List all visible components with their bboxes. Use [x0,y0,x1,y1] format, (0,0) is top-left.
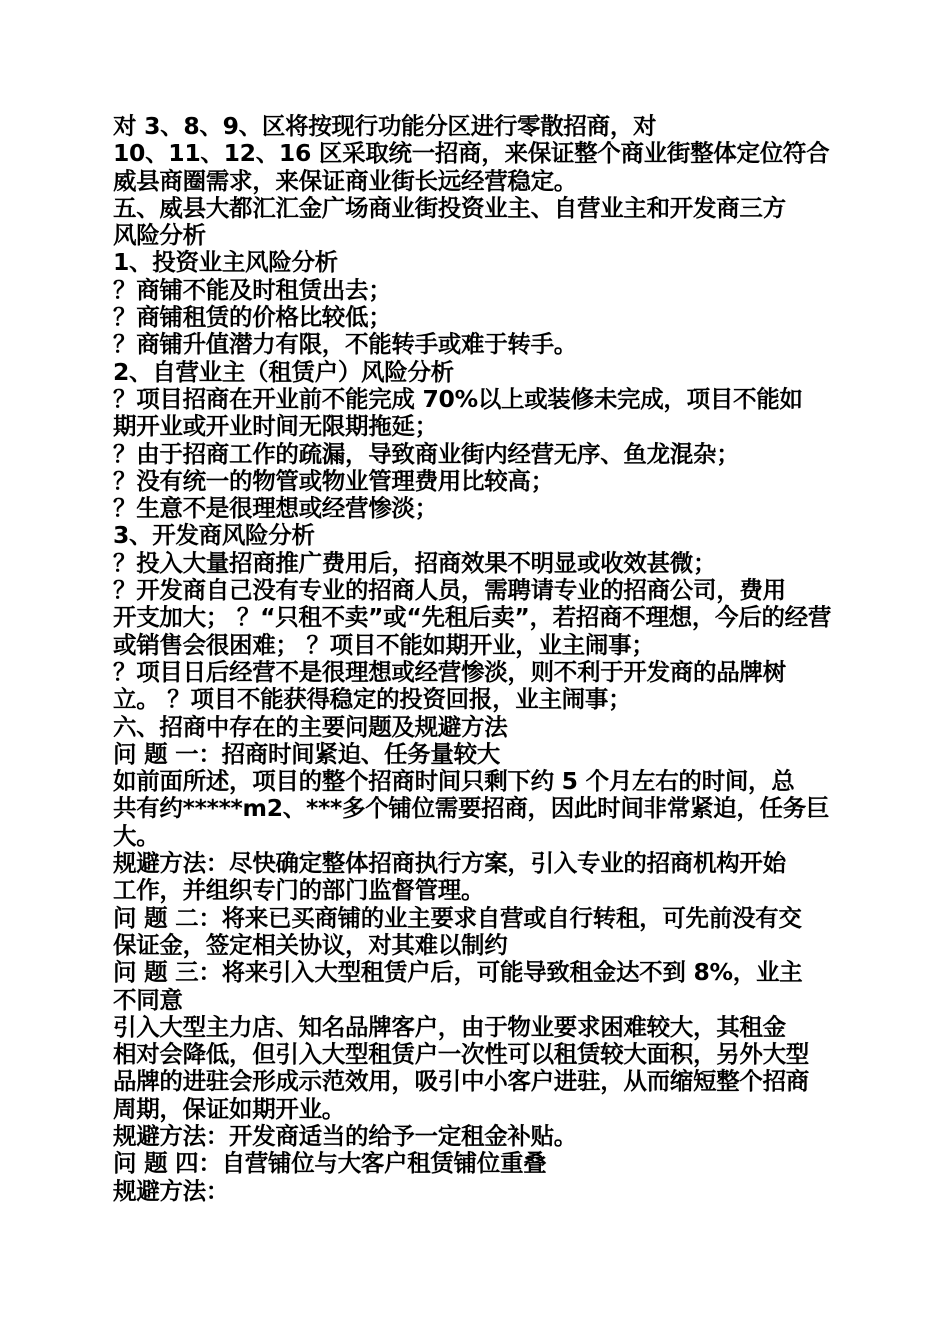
text-line: 工作，并组织专门的部门监督管理。 [113,876,485,905]
text-line: ？生意不是很理想或经营惨淡； [113,494,438,523]
issue-heading: 问 题 四：自营铺位与大客户租赁铺位重叠 [113,1149,547,1178]
text-line: 保证金，签定相关协议，对其难以制约 [113,930,508,959]
document-body [113,113,833,1205]
text-line: 品牌的进驻会形成示范效用，吸引中小客户进驻，从而缩短整个招商 [113,1067,809,1096]
text-line: 10、11、12、16 区采取统一招商，来保证整个商业街整体定位符合 [113,139,830,168]
text-line: 立。 ？项目不能获得稳定的投资回报，业主闹事； [113,685,632,714]
text-line: 相对会降低，但引入大型租赁户一次性可以租赁较大面积，另外大型 [113,1040,809,1069]
text-line: 规避方法：开发商适当的给予一定租金补贴。 [113,1121,577,1150]
text-line: 开支加大； ？“只租不卖”或“先租后卖”，若招商不理想，今后的经营 [113,603,832,632]
text-line: 规避方法：尽快确定整体招商执行方案，引入专业的招商机构开始 [113,849,786,878]
text-line: ？开发商自己没有专业的招商人员，需聘请专业的招商公司，费用 [113,576,786,605]
text-line: 大。 [113,821,160,850]
text-line: 规避方法： [113,1176,229,1205]
subsection-heading: 1、投资业主风险分析 [113,248,338,277]
text-line: 对 3、8、9、区将按现行功能分区进行零散招商，对 [113,112,657,140]
section-heading: 六、招商中存在的主要问题及规避方法 [113,712,508,741]
text-line: ？投入大量招商推广费用后，招商效果不明显或收效甚微； [113,548,717,577]
text-line: ？由于招商工作的疏漏，导致商业街内经营无序、鱼龙混杂； [113,439,740,468]
text-line: 威县商圈需求，来保证商业街长远经营稳定。 [113,166,577,195]
text-line: 引入大型主力店、知名品牌客户，由于物业要求困难较大，其租金 [113,1012,786,1041]
text-line: 不同意 [113,985,183,1014]
text-line: ？没有统一的物管或物业管理费用比较高； [113,466,554,495]
text-line: ？商铺升值潜力有限，不能转手或难于转手。 [113,330,577,359]
text-line: 周期，保证如期开业。 [113,1094,345,1123]
text-line: 共有约*****m2、***多个铺位需要招商，因此时间非常紧迫，任务巨 [113,794,830,823]
text-line: ？商铺租赁的价格比较低； [113,303,392,332]
text-line: ？项目招商在开业前不能完成 70%以上或装修未完成，项目不能如 [113,384,803,413]
text-line: ？项目日后经营不是很理想或经营惨淡，则不利于开发商的品牌树 [113,657,786,686]
section-heading: 五、威县大都汇汇金广场商业街投资业主、自营业主和开发商三方 [113,193,786,222]
text-line: 或销售会很困难； ？项目不能如期开业，业主闹事； [113,630,655,659]
text-line: 期开业或开业时间无限期拖延； [113,412,438,441]
section-heading: 风险分析 [113,221,206,250]
text-line: ？商铺不能及时租赁出去； [113,275,392,304]
issue-heading: 问 题 三：将来引入大型租赁户后，可能导致租金达不到 8%，业主 [113,958,803,987]
issue-heading: 问 题 二：将来已买商铺的业主要求自营或自行转租，可先前没有交 [113,903,802,932]
subsection-heading: 2、自营业主（租赁户）风险分析 [113,357,454,386]
text-line: 如前面所述，项目的整个招商时间只剩下约 5 个月左右的时间，总 [113,767,795,796]
issue-heading: 问 题 一：招商时间紧迫、任务量较大 [113,739,500,768]
subsection-heading: 3、开发商风险分析 [113,521,315,550]
